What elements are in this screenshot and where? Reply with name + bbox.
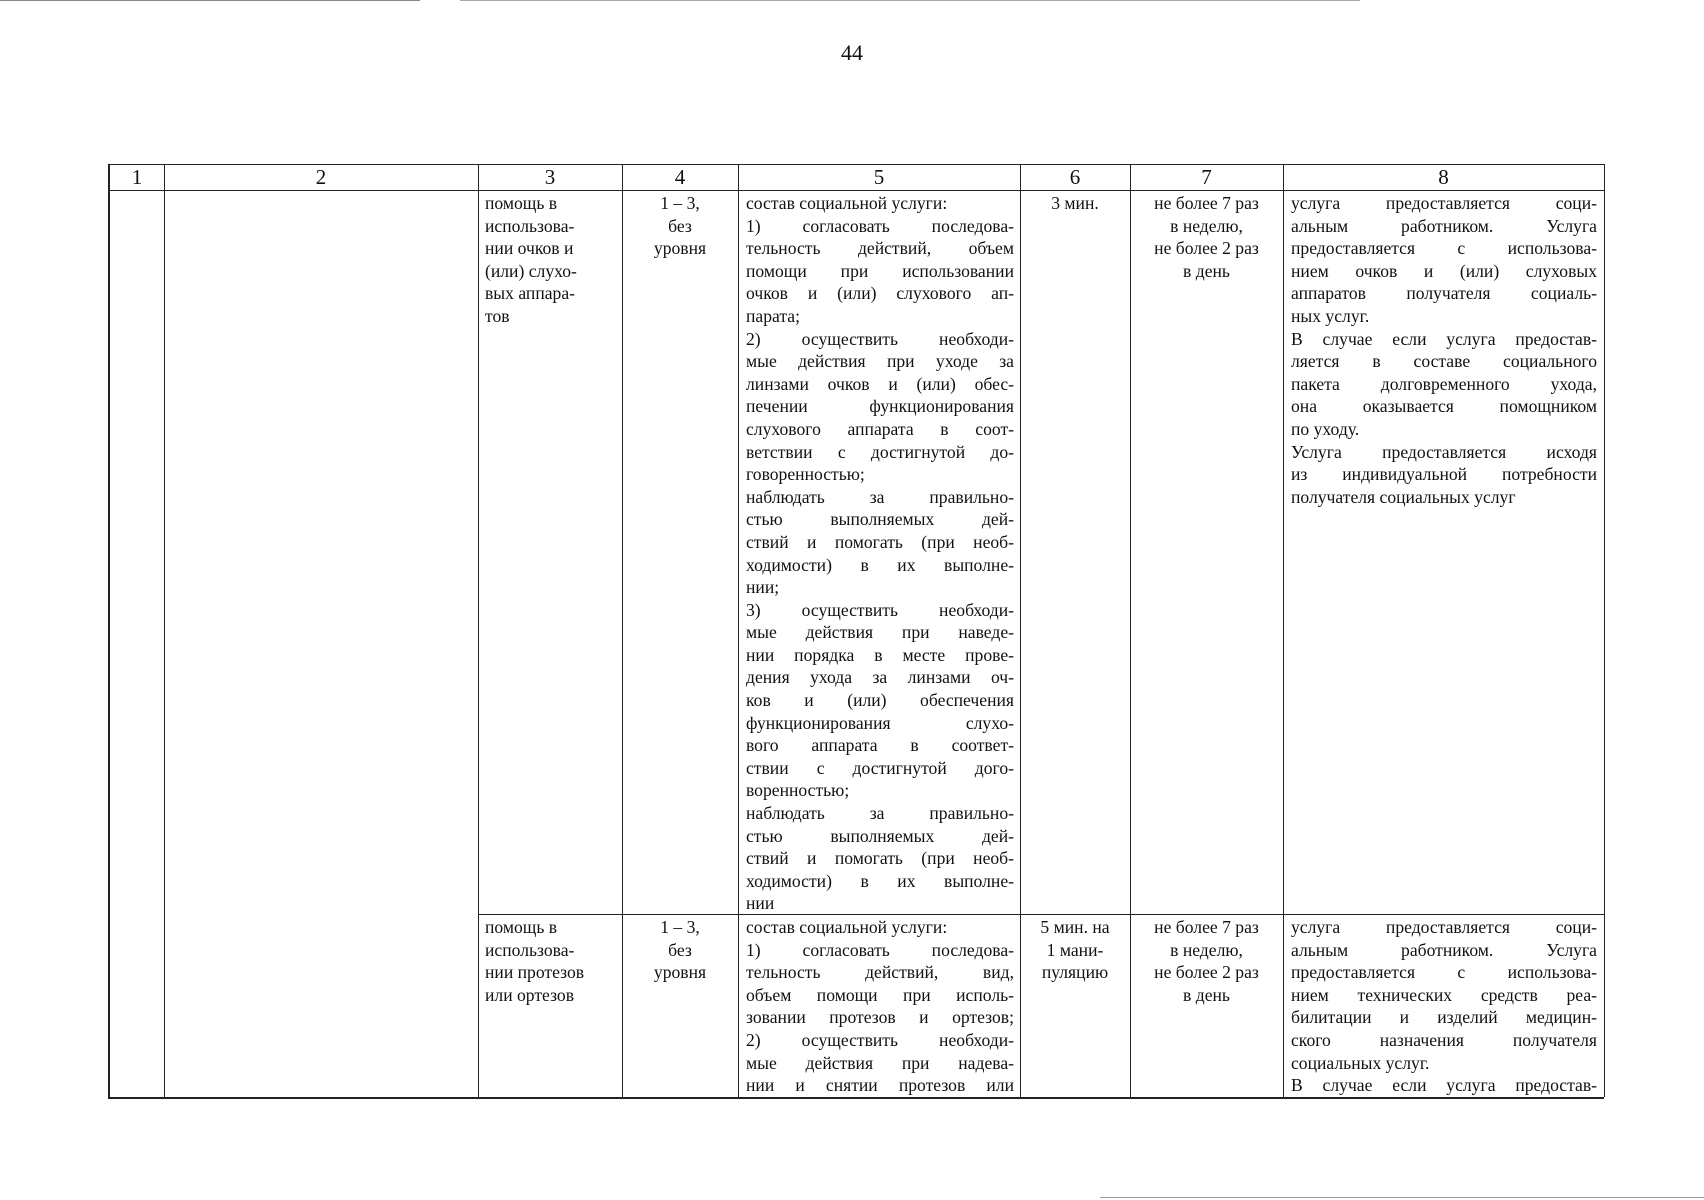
column-header: 4 [674, 165, 686, 189]
scan-edge-line [0, 0, 420, 1]
services-table [108, 164, 1604, 1099]
row2-notes: услуга предоставляется соци- альным работником. Услуга предоставляется с использова- нием технических средств реа- билитации и изделий медицин- ского назначения получателя социальных услуг. В случае если услуга предостав- [1291, 917, 1597, 1096]
row2-level: 1 – 3, без уровня [653, 917, 707, 983]
header-bottom-border [110, 190, 1604, 191]
row1-time: 3 мин. [1051, 193, 1099, 213]
column-header: 2 [315, 165, 327, 189]
row2-time: 5 мин. на 1 мани- пуляцию [1040, 917, 1110, 983]
row2-service-name: помощь в использова- нии протезов или ортезов [485, 917, 585, 1005]
column-header: 1 [131, 165, 143, 189]
column-header: 8 [1438, 165, 1449, 189]
page-number: 44 [841, 40, 863, 65]
column-header: 3 [544, 165, 556, 189]
row1-notes: услуга предоставляется соци- альным работником. Услуга предоставляется с использова- нием очков и (или) слуховых аппаратов получателя социаль- ных услуг. В случае если услуга предостав- ляется в составе социального пакета долговременного ухода, она оказывается помощником по уходу. Услуга предоставляется исходя из индивидуальной потребности получателя социальных услуг [1291, 193, 1597, 507]
row-separator [478, 914, 1604, 915]
column-divider [164, 164, 165, 1097]
row1-level: 1 – 3, без уровня [653, 193, 707, 259]
row2-service-content: состав социальной услуги: 1) согласовать последова- тельность действий, вид, объем помощи при исполь- зовании протезов и ортезов; 2) осуществить необходи- мые действия при надева- нии и снятии протезов или [746, 917, 1014, 1096]
column-divider [738, 164, 739, 1097]
scan-edge-line [460, 0, 1360, 1]
row1-service-name: помощь в использова- нии очков и (или) слухо- вых аппара- тов [485, 193, 577, 326]
column-divider [1604, 164, 1605, 1097]
scan-edge-line [1100, 1197, 1704, 1198]
column-header: 6 [1069, 165, 1081, 189]
column-header: 5 [873, 165, 885, 189]
column-header: 7 [1201, 165, 1212, 189]
row2-frequency: не более 7 раз в неделю, не более 2 раз в день [1154, 917, 1259, 1005]
column-divider [478, 164, 479, 1097]
row1-frequency: не более 7 раз в неделю, не более 2 раз в день [1154, 193, 1259, 281]
row1-service-content: состав социальной услуги: 1) согласовать последова- тельность действий, объем помощи при использовании очков и (или) слухового ап- парата; 2) осуществить необходи- мые действия при уходе за линзами очков и (или) обес- печении функционирования слухового аппарата в соот- ветствии с достигнутой до- говоренностью; наблюдать за правильно- стью выполняемых дей- ствий и помогать (при необ- ходимости) в их выполне- нии; 3) осуществить необходи- мые действия при наведе- нии порядка в месте прове- дения ухода за линзами оч- ков и (или) обеспечения функционирования слухо- вого аппарата в соответ- ствии с достигнутой дого- воренностью; наблюдать за правильно- стью выполняемых дей- ствий и помогать (при необ- ходимости) в их выполне- нии [746, 193, 1014, 914]
column-divider [1283, 164, 1284, 1097]
